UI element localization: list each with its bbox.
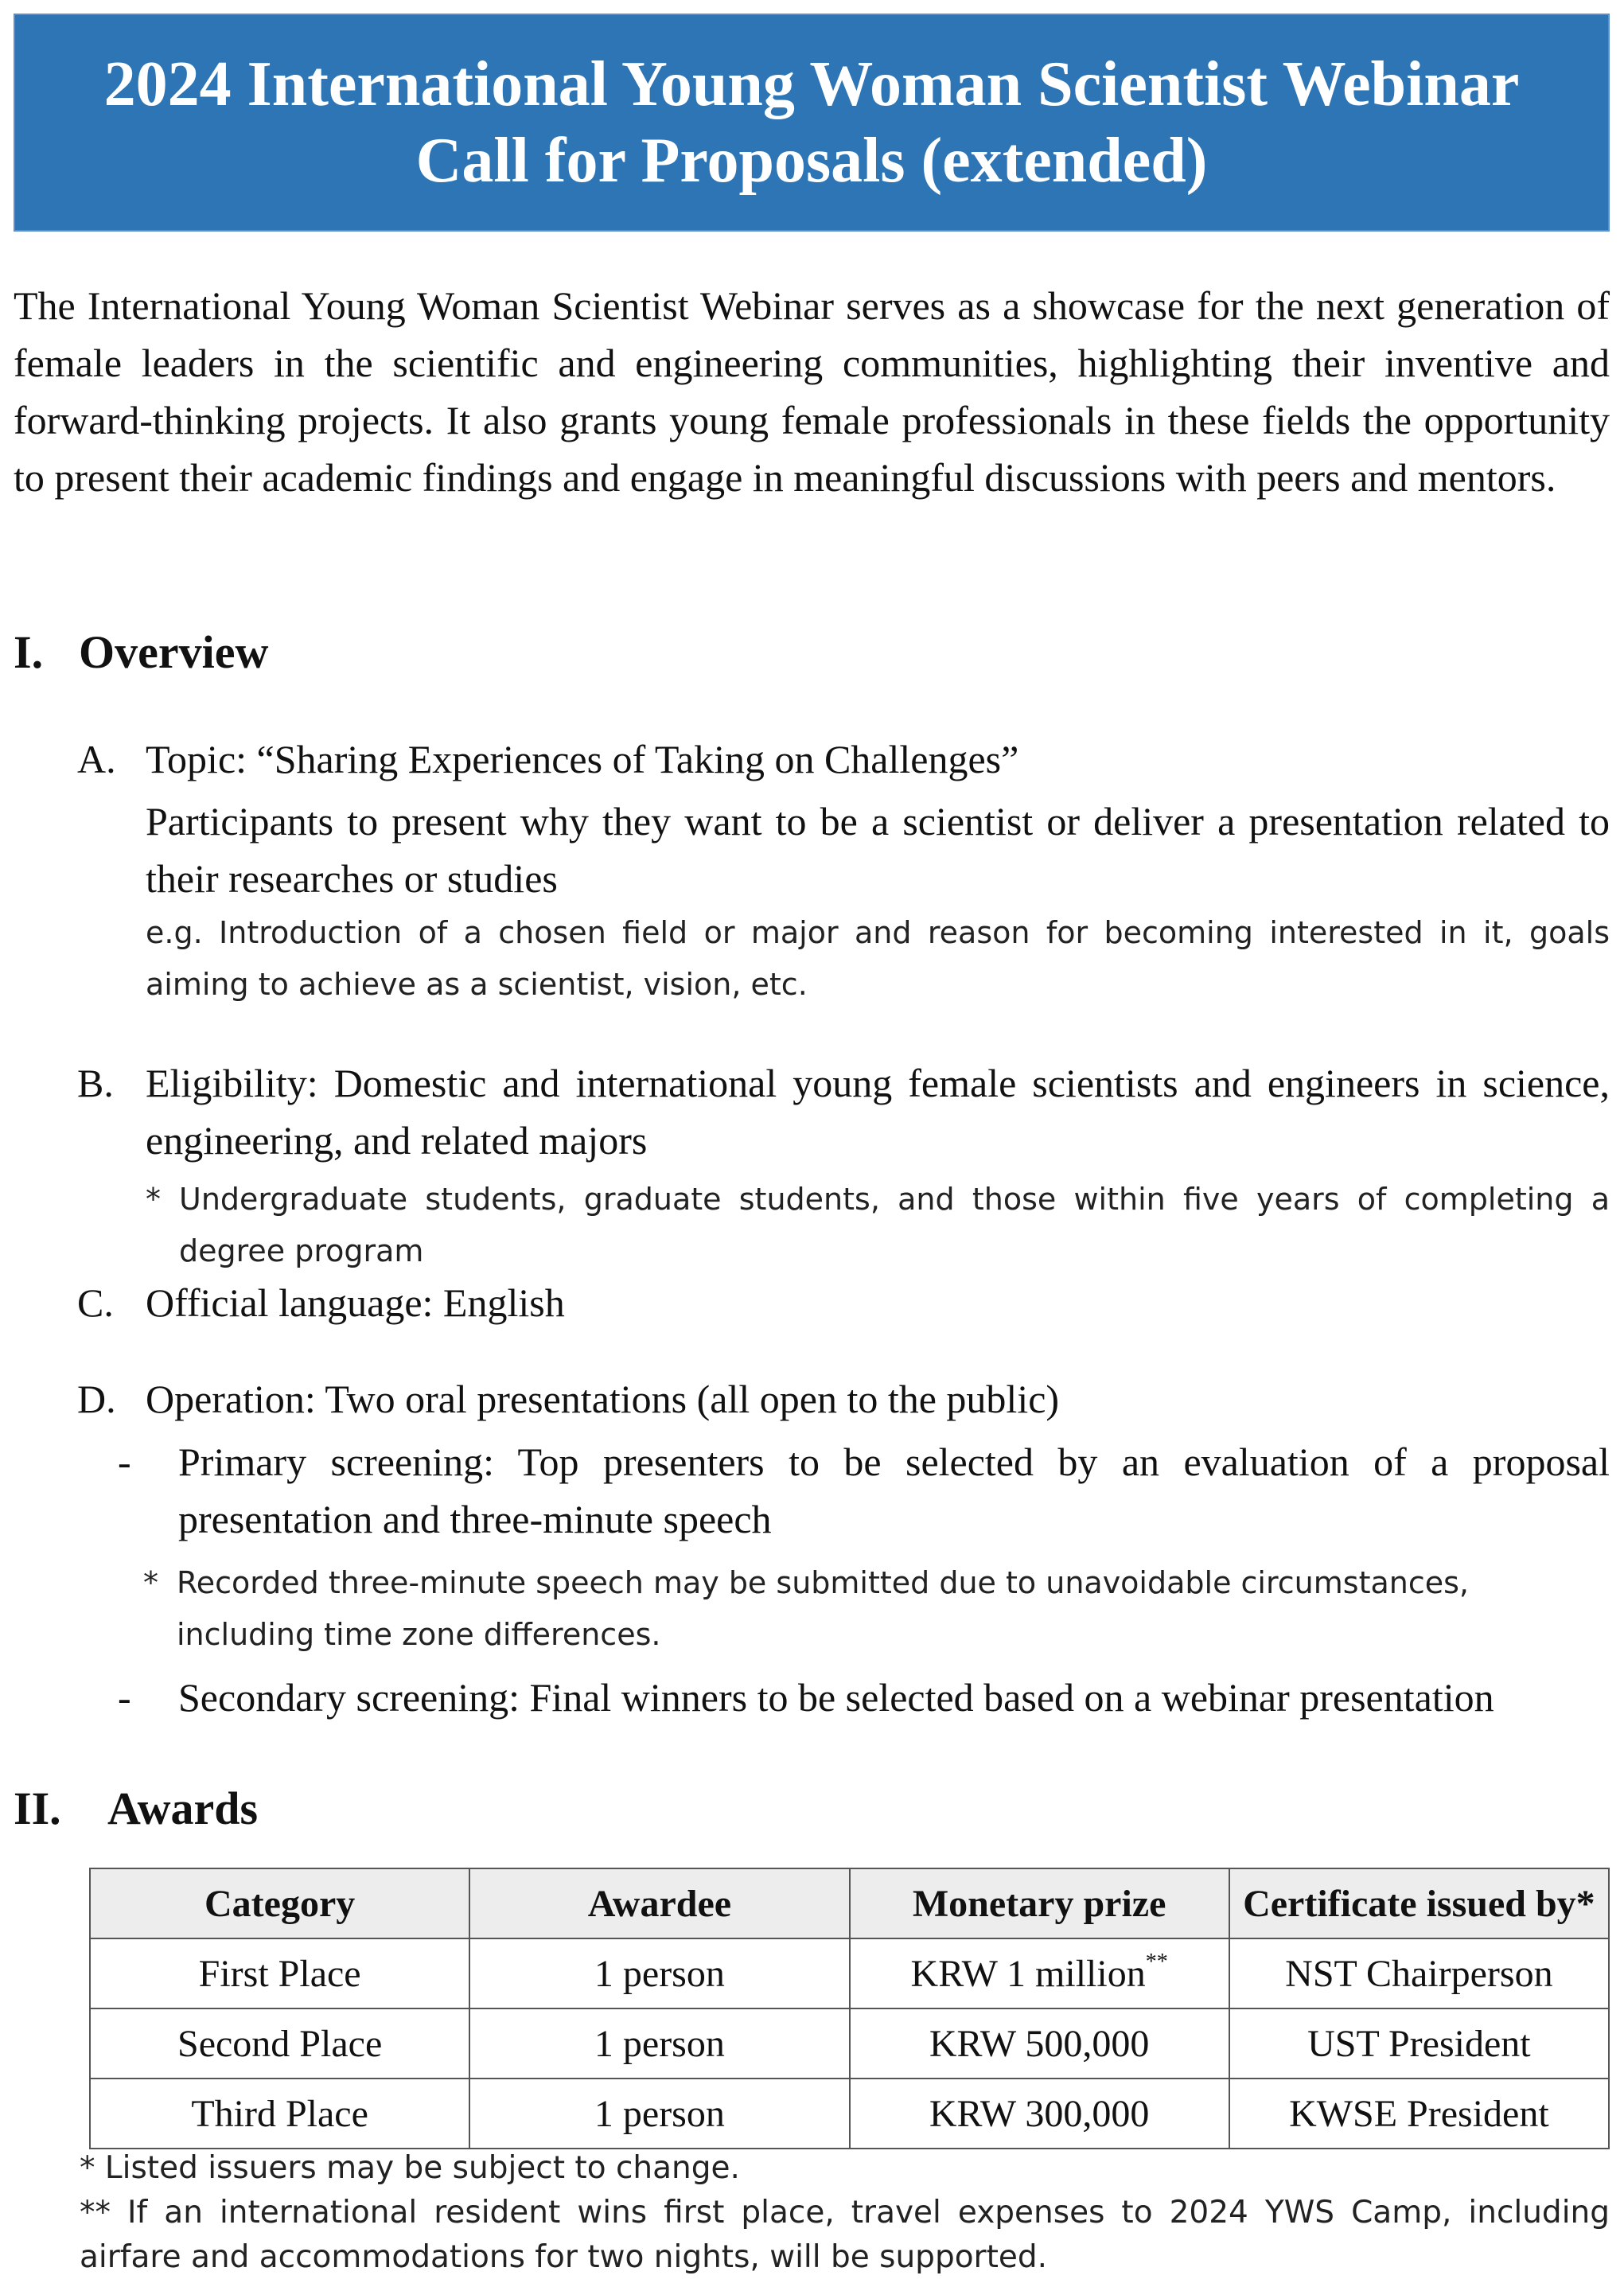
primary-screening-dash: - xyxy=(118,1440,131,1484)
cell-issuer: UST President xyxy=(1229,2008,1609,2079)
cell-issuer: NST Chairperson xyxy=(1229,1938,1609,2008)
secondary-screening-text: Secondary screening: Final winners to be selected based on a webinar presentation xyxy=(178,1675,1494,1720)
primary-screening-note-para xyxy=(143,1557,1610,1661)
section-2-heading xyxy=(14,1781,258,1837)
cell-prize-sup: ** xyxy=(1145,1949,1168,1974)
title-line-2: Call for Proposals (extended) xyxy=(415,126,1208,196)
item-b-eligibility xyxy=(77,1054,1610,1277)
footnote-issuers: * Listed issuers may be subject to change. xyxy=(80,2150,740,2186)
header-certificate-issuer: Certificate issued by* xyxy=(1229,1868,1609,1938)
awards-table xyxy=(89,1868,1610,2149)
item-b-note-text: Undergraduate students, graduate students, and those within five years of completing a degree program xyxy=(179,1182,1610,1268)
cell-prize-text: KRW 500,000 xyxy=(929,2022,1150,2065)
secondary-screening xyxy=(118,1669,1610,1726)
cell-category: Second Place xyxy=(90,2008,469,2079)
section-2-number: II. xyxy=(14,1782,61,1834)
item-d-letter: D. xyxy=(77,1377,116,1421)
awards-table-header-row xyxy=(90,1868,1609,1938)
item-a-letter: A. xyxy=(77,737,116,781)
item-a-example: e.g. Introduction of a chosen field or major and reason for becoming interested in it, goals aiming to achieve as a scientist, vision, etc. xyxy=(146,915,1610,1002)
primary-screening xyxy=(118,1433,1610,1548)
cell-prize xyxy=(850,1938,1229,2008)
cell-awardee: 1 person xyxy=(469,1938,849,2008)
item-c-text: Official language: English xyxy=(146,1280,565,1325)
section-1-title: Overview xyxy=(79,626,269,678)
awards-footnotes xyxy=(80,2146,1610,2280)
cell-prize xyxy=(850,2079,1229,2149)
primary-note-text: Recorded three-minute speech may be submitted due to unavoidable circumstances, including time zone differences. xyxy=(177,1565,1469,1652)
section-2-title: Awards xyxy=(107,1782,259,1834)
intro-paragraph: The International Young Woman Scientist Webinar serves as a showcase for the next generation of female leaders in the scientific and engineering communities, highlighting their inventive and forward-thinking projects. It also grants young female professionals in these fields the opportunity to present their academic findings and engage in meaningful discussions with peers and mentors. xyxy=(14,283,1610,500)
header-monetary-prize: Monetary prize xyxy=(850,1868,1229,1938)
cell-awardee: 1 person xyxy=(469,2008,849,2079)
table-row xyxy=(90,2008,1609,2079)
item-b-note-mark: * xyxy=(146,1182,161,1217)
item-a-topic xyxy=(77,731,1610,1011)
primary-note-mark: * xyxy=(143,1565,158,1600)
primary-screening-note xyxy=(143,1557,1610,1661)
header-category: Category xyxy=(90,1868,469,1938)
item-d-operation xyxy=(77,1370,1610,1428)
section-1-number: I. xyxy=(14,626,44,678)
cell-issuer: KWSE President xyxy=(1229,2079,1609,2149)
cell-prize-text: KRW 1 million xyxy=(910,1952,1146,1995)
cell-prize xyxy=(850,2008,1229,2079)
cell-category: Third Place xyxy=(90,2079,469,2149)
secondary-screening-dash: - xyxy=(118,1675,131,1720)
header-awardee: Awardee xyxy=(469,1868,849,1938)
title-line-1: 2024 International Young Woman Scientist Webinar xyxy=(103,49,1520,119)
cell-prize-text: KRW 300,000 xyxy=(929,2092,1150,2135)
table-row xyxy=(90,1938,1609,2008)
title-banner xyxy=(14,14,1610,232)
item-c-letter: C. xyxy=(77,1280,114,1325)
item-a-detail: Participants to present why they want to be a scientist or deliver a presentation related to their researches or studies xyxy=(146,799,1610,901)
section-1-heading xyxy=(14,625,268,680)
item-d-text: Operation: Two oral presentations (all open to the public) xyxy=(146,1377,1060,1421)
item-c-language xyxy=(77,1274,1610,1331)
cell-category: First Place xyxy=(90,1938,469,2008)
primary-screening-text: Primary screening: Top presenters to be selected by an evaluation of a proposal presentation and three-minute speech xyxy=(178,1440,1610,1541)
footnote-travel: ** If an international resident wins first place, travel expenses to 2024 YWS Camp, including airfare and accommodations for two nights, will be supported. xyxy=(80,2195,1610,2275)
item-b-letter: B. xyxy=(77,1061,114,1105)
cell-awardee: 1 person xyxy=(469,2079,849,2149)
item-b-note xyxy=(146,1174,1610,1277)
item-a-topic-text: Topic: “Sharing Experiences of Taking on Challenges” xyxy=(146,737,1019,781)
table-row xyxy=(90,2079,1609,2149)
item-b-text: Eligibility: Domestic and international young female scientists and engineers in science, engineering, and related majors xyxy=(146,1061,1610,1163)
